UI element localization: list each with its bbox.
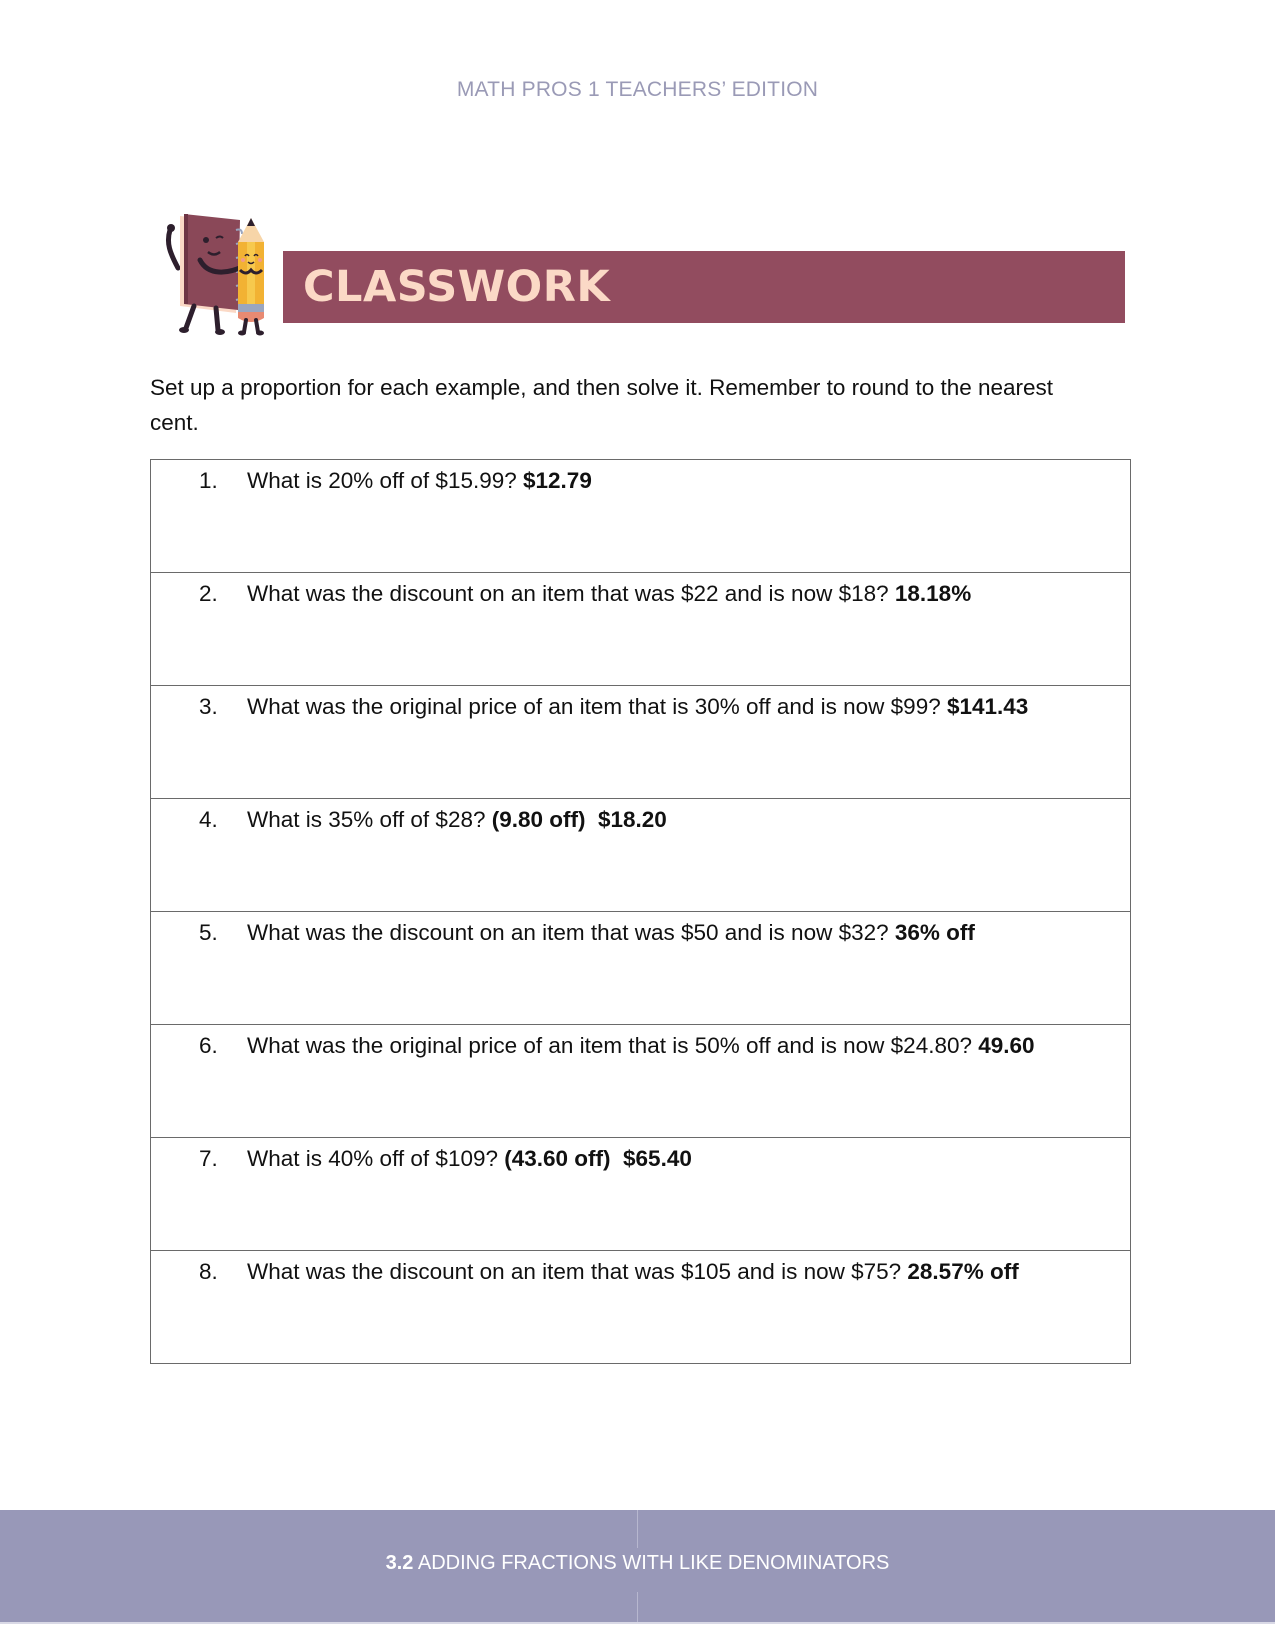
question-text: What was the discount on an item that was $50 and is now $32? [247, 920, 895, 945]
running-header: MATH PROS 1 TEACHERS’ EDITION [456, 78, 819, 101]
question-number: 5. [199, 920, 218, 945]
question-row [151, 573, 1131, 686]
footer-section-label: ADDING FRACTIONS WITH LIKE DENOMINATORS [413, 1552, 890, 1574]
question-number: 4. [199, 807, 218, 832]
banner-title: CLASSWORK [303, 262, 611, 312]
answer-cell[interactable] [151, 686, 1131, 799]
question-row [151, 686, 1131, 799]
question-row [151, 912, 1131, 1025]
question-text: What is 35% off of $28? [247, 807, 492, 832]
question-answer: 18.18% [894, 581, 972, 606]
question-answer: 36% off [894, 920, 975, 945]
question-row [151, 1251, 1131, 1364]
question-number: 8. [199, 1259, 218, 1284]
footer-section-title [0, 1550, 1275, 1576]
question-answer: $12.79 [523, 468, 592, 493]
footer-band [0, 1510, 1275, 1624]
question-text: What was the discount on an item that was $105 and is now $75? [247, 1259, 908, 1284]
classwork-banner [148, 208, 1128, 348]
footer-section-number: 3.2 [385, 1552, 414, 1574]
question-number: 1. [199, 468, 218, 493]
answer-cell[interactable] [151, 912, 1131, 1025]
question-number: 2. [199, 581, 218, 606]
answer-cell[interactable] [151, 799, 1131, 912]
footer-divider [637, 1510, 638, 1548]
question-number: 6. [199, 1033, 218, 1058]
answer-cell[interactable] [151, 1025, 1131, 1138]
question-answer: 49.60 [978, 1033, 1035, 1058]
question-text: What is 40% off of $109? [247, 1146, 505, 1171]
question-text: What is 20% off of $15.99? [247, 468, 524, 493]
banner-bar [283, 251, 1125, 323]
question-table [150, 459, 1131, 1364]
question-text: What was the original price of an item that is 50% off and is now $24.80? [247, 1033, 979, 1058]
question-row [151, 460, 1131, 573]
question-number: 7. [199, 1146, 218, 1171]
answer-cell[interactable] [151, 460, 1131, 573]
question-answer: $141.43 [946, 694, 1029, 719]
instructions-text: Set up a proportion for each example, and then solve it. Remember to round to the nearest cent. [150, 375, 1054, 435]
question-row [151, 799, 1131, 912]
answer-cell[interactable] [151, 573, 1131, 686]
footer-divider [637, 1592, 638, 1622]
question-answer: 28.57% off [907, 1259, 1019, 1284]
question-text: What was the original price of an item that is 30% off and is now $99? [247, 694, 947, 719]
question-number: 3. [199, 694, 218, 719]
answer-cell[interactable] [151, 1138, 1131, 1251]
question-row [151, 1138, 1131, 1251]
question-row [151, 1025, 1131, 1138]
question-answer: (43.60 off) $65.40 [504, 1146, 692, 1171]
question-text: What was the discount on an item that was $22 and is now $18? [247, 581, 895, 606]
answer-cell[interactable] [151, 1251, 1131, 1364]
question-answer: (9.80 off) $18.20 [491, 807, 667, 832]
book-and-pencil-mascot-icon [148, 208, 288, 348]
